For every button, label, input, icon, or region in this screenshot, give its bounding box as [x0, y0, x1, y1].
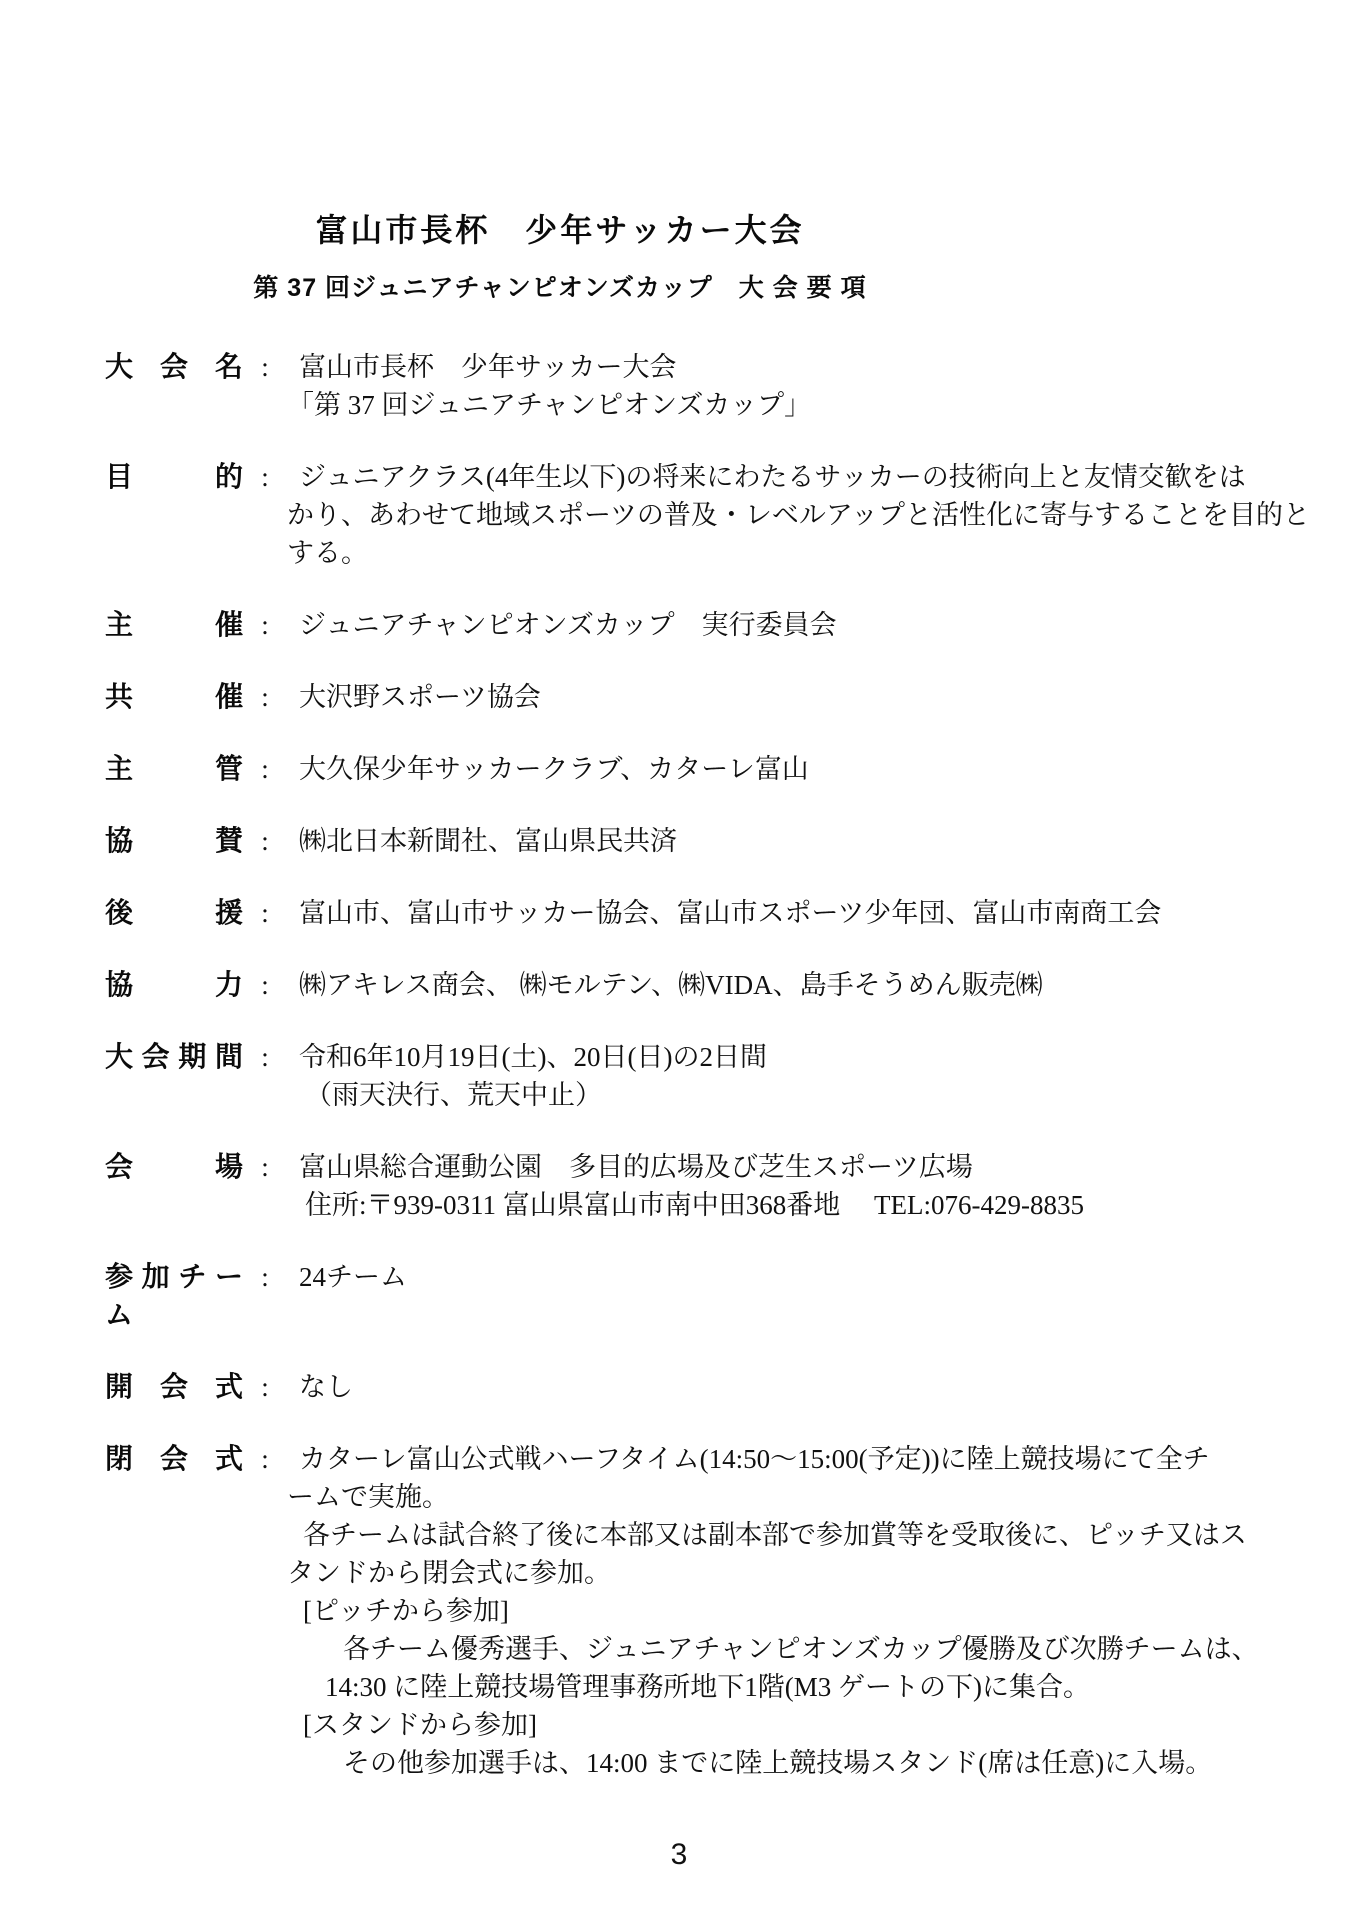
row-content: [287, 1368, 1318, 1406]
row-label: 会場: [105, 1151, 243, 1182]
row-label: 協力: [105, 969, 243, 1000]
row-colon: :: [261, 754, 269, 784]
info-row: [105, 1368, 1318, 1406]
row-content: [287, 1148, 1318, 1224]
info-rows-container: [0, 348, 1358, 1782]
row-content: [287, 678, 1318, 716]
content-line: 大久保少年サッカークラブ、カターレ富山: [299, 754, 809, 784]
row-content: [287, 348, 1318, 424]
row-colon: :: [261, 970, 269, 1000]
content-line: その他参加選手は、14:00 までに陸上競技場スタンド(席は任意)に入場。: [343, 1748, 1213, 1778]
document-subtitle: 第 37 回ジュニアチャンピオンズカップ 大 会 要 項: [253, 274, 867, 302]
content-line: （雨天決行、荒天中止）: [305, 1080, 602, 1110]
row-label: 共催: [105, 681, 243, 712]
content-line: なし: [299, 1372, 353, 1402]
content-line: ジュニアチャンピオンズカップ 実行委員会: [299, 610, 837, 640]
content-line: 14:30 に陸上競技場管理事務所地下1階(M3 ゲートの下)に集合。: [325, 1672, 1090, 1702]
row-label: 大会名: [105, 351, 243, 382]
info-row: [105, 750, 1318, 788]
content-line: 24チーム: [299, 1262, 407, 1292]
row-content: [287, 1440, 1318, 1782]
row-colon: :: [261, 1444, 269, 1474]
row-content: [287, 606, 1318, 644]
row-colon: :: [261, 1152, 269, 1182]
row-content: [287, 966, 1318, 1004]
content-line: 富山市、富山市サッカー協会、富山市スポーツ少年団、富山市南商工会: [299, 898, 1162, 928]
info-row: [105, 606, 1318, 644]
row-colon: :: [261, 462, 269, 492]
content-line: ームで実施。: [287, 1482, 449, 1512]
row-content: [287, 750, 1318, 788]
row-label: 主管: [105, 753, 243, 784]
content-line: タンドから閉会式に参加。: [287, 1558, 611, 1588]
content-line: 令和6年10月19日(土)、20日(日)の2日間: [299, 1042, 767, 1072]
info-row: [105, 966, 1318, 1004]
row-content: [287, 894, 1318, 932]
row-content: [287, 1258, 1318, 1296]
row-colon: :: [261, 1262, 269, 1292]
info-row: [105, 1258, 1318, 1334]
content-line: 富山県総合運動公園 多目的広場及び芝生スポーツ広場: [299, 1152, 973, 1182]
row-label: 主催: [105, 609, 243, 640]
row-label: 参加チーム: [105, 1261, 243, 1330]
row-colon: :: [261, 898, 269, 928]
info-row: [105, 1148, 1318, 1224]
row-colon: :: [261, 1372, 269, 1402]
content-line: ㈱アキレス商会、 ㈱モルテン、㈱VIDA、島手そうめん販売㈱: [299, 970, 1043, 1000]
content-line: する。: [287, 538, 368, 568]
content-line: 各チームは試合終了後に本部又は副本部で参加賞等を受取後に、ピッチ又はス: [303, 1520, 1247, 1550]
info-row: [105, 822, 1318, 860]
row-label: 閉会式: [105, 1443, 243, 1474]
content-line: [スタンドから参加]: [303, 1710, 537, 1740]
row-label: 後援: [105, 897, 243, 928]
content-line: 住所:〒939-0311 富山県富山市南中田368番地 TEL:076-429-8835: [305, 1190, 1084, 1220]
info-row: [105, 1440, 1318, 1782]
document-title: 富山市長杯 少年サッカー大会: [315, 212, 805, 248]
row-label: 目的: [105, 461, 243, 492]
content-line: 「第 37 回ジュニアチャンピオンズカップ」: [287, 390, 812, 420]
row-colon: :: [261, 826, 269, 856]
row-colon: :: [261, 1042, 269, 1072]
content-line: 大沢野スポーツ協会: [299, 682, 541, 712]
content-line: かり、あわせて地域スポーツの普及・レベルアップと活性化に寄与することを目的と: [287, 500, 1311, 530]
row-label: 協賛: [105, 825, 243, 856]
row-colon: :: [261, 610, 269, 640]
document-header: [0, 0, 1120, 304]
info-row: [105, 348, 1318, 424]
row-label: 大会期間: [105, 1041, 243, 1072]
page-number: 3: [670, 1838, 688, 1871]
info-row: [105, 1038, 1318, 1114]
row-content: [287, 822, 1318, 860]
info-row: [105, 894, 1318, 932]
row-content: [287, 1038, 1318, 1114]
content-line: カターレ富山公式戦ハーフタイム(14:50～15:00(予定))に陸上競技場にて全チ: [299, 1444, 1210, 1474]
row-content: [287, 458, 1318, 572]
content-line: [ピッチから参加]: [303, 1596, 509, 1626]
content-line: ㈱北日本新聞社、富山県民共済: [299, 826, 677, 856]
row-label: 開会式: [105, 1371, 243, 1402]
content-line: 各チーム優秀選手、ジュニアチャンピオンズカップ優勝及び次勝チームは、: [343, 1634, 1259, 1664]
content-line: 富山市長杯 少年サッカー大会: [299, 352, 677, 382]
content-line: ジュニアクラス(4年生以下)の将来にわたるサッカーの技術向上と友情交歓をは: [299, 462, 1246, 492]
row-colon: :: [261, 682, 269, 712]
row-colon: :: [261, 352, 269, 382]
info-row: [105, 458, 1318, 572]
info-row: [105, 678, 1318, 716]
